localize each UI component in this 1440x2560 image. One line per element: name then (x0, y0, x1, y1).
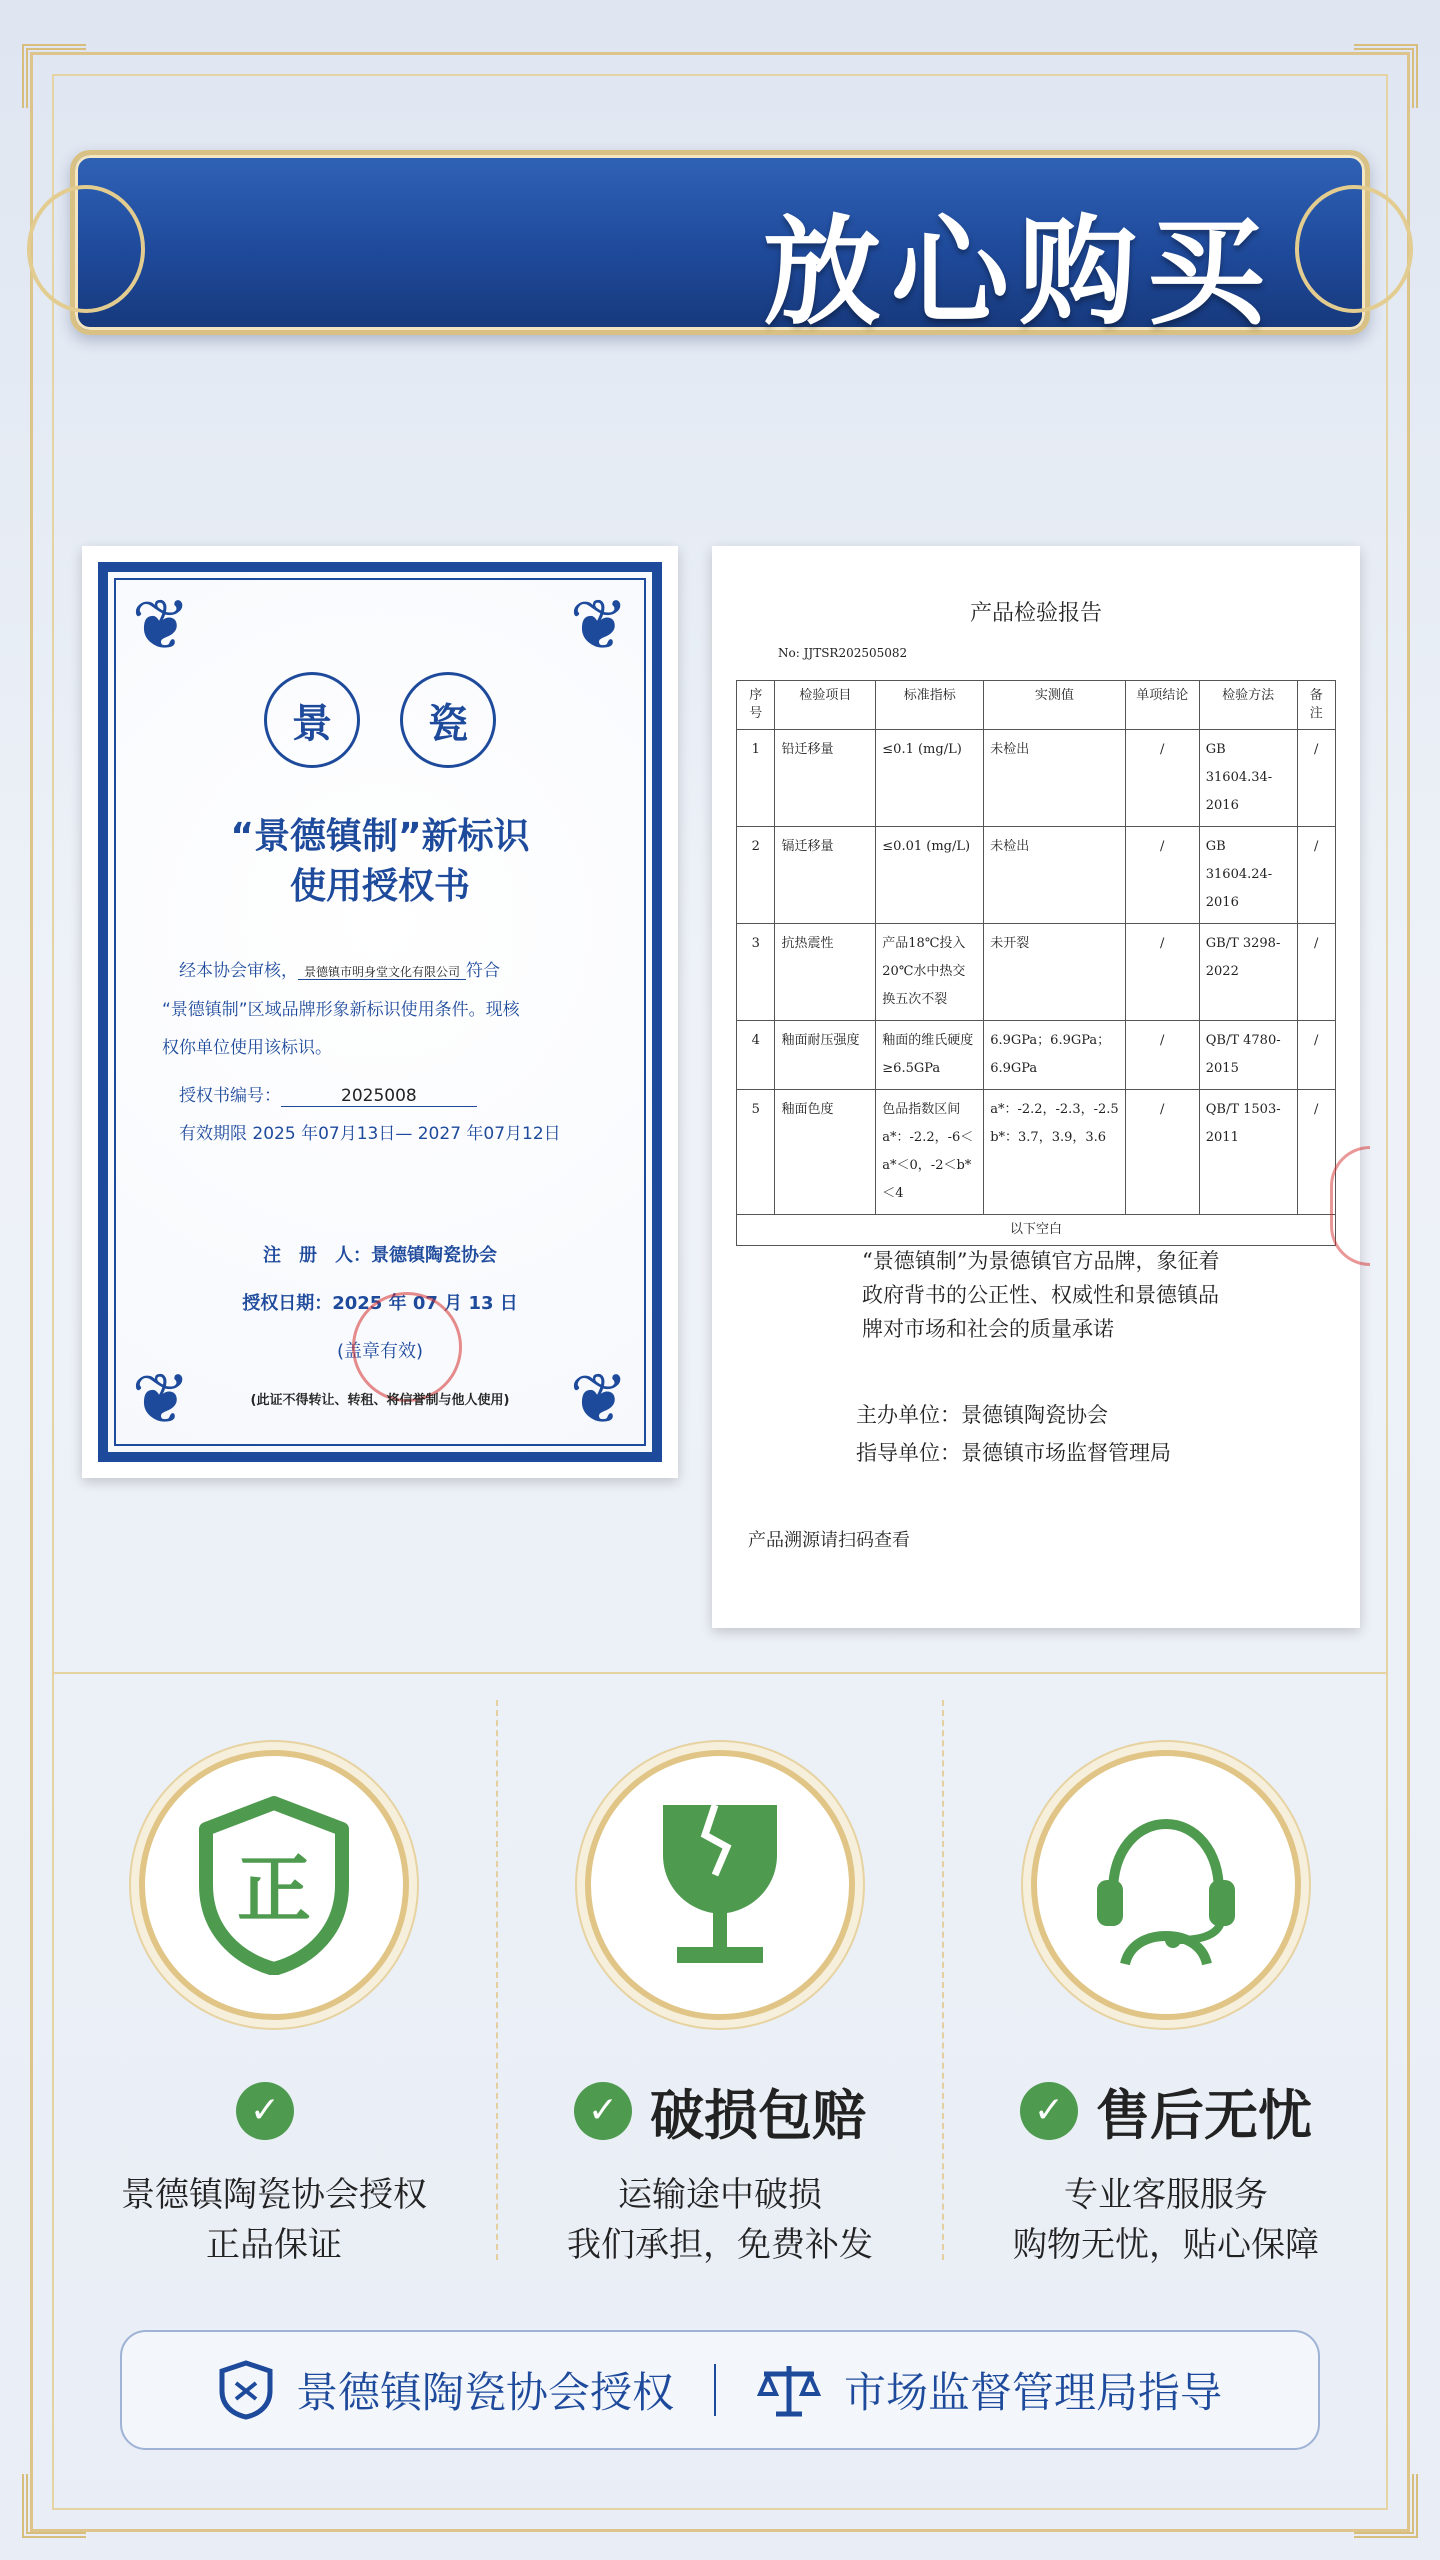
endorsement-market-regulation: 市场监督管理局指导 (756, 2360, 1222, 2420)
endorsement-bar (120, 2330, 1320, 2450)
feature-headline: ✓ 售后无忧 (944, 2078, 1388, 2144)
certificate-body: 经本协会审核， 景德镇市明身堂文化有限公司 符合 “景德镇制”区域品牌形象新标识使用条件。现核 权你单位使用该标识。 授权书编号： 2025008 有效期限 2025 年07月13日— 2027 年07月12日 (162, 961, 561, 1144)
table-header-row: 序号 检验项目 标准指标 实测值 单项结论 检验方法 备注 (737, 681, 1336, 730)
feature-description: 专业客服服务 购物无忧，贴心保障 (1013, 2175, 1319, 2265)
check-icon: ✓ (236, 2082, 294, 2140)
certificate-logos (108, 672, 652, 768)
flourish-icon: ❦ (131, 1358, 191, 1440)
scales-icon (756, 2360, 822, 2420)
association-logo: 景 (264, 672, 360, 768)
red-seal (1330, 1146, 1370, 1266)
endorsement-association: 景德镇陶瓷协会授权 (218, 2359, 674, 2421)
certificate-footer: (此证不得转让、转租、将信誉制与他人使用) (250, 1393, 510, 1408)
feature-badge (585, 1750, 855, 2020)
guarantee-features (52, 1700, 1388, 2265)
table-row: 4 釉面耐压强度 釉面的维氏硬度≥6.5GPa 6.9GPa；6.9GPa；6.9GPa / QB/T 4780-2015 / (737, 1021, 1336, 1090)
validity-period: 2025 年07月13日— 2027 年07月12日 (252, 1124, 561, 1144)
check-icon: ✓ (574, 2082, 632, 2140)
jingdezhen-made-logo: 瓷 (400, 672, 496, 768)
table-row: 5 釉面色度 色品指数区间 a*：-2.2，-6＜a*＜0，-2＜b*＜4 a*：-2.2，-2.3，-2.5 b*：3.7，3.9，3.6 / QB/T 1503-2011 / (737, 1090, 1336, 1215)
flourish-icon: ❦ (131, 584, 191, 666)
inspection-report (712, 546, 1360, 1628)
red-seal (352, 1292, 462, 1402)
table-row: 3 抗热震性 产品18℃投入20℃水中热交换五次不裂 未开裂 / GB/T 3298-2022 / (737, 924, 1336, 1021)
flourish-icon: ❦ (569, 1358, 629, 1440)
feature-breakage (496, 1700, 942, 2265)
corner-ornament (1354, 2474, 1418, 2538)
feature-authentic (52, 1700, 496, 2265)
table-row: 2 镉迁移量 ≤0.01 (mg/L) 未检出 / GB 31604.24-2016 / (737, 827, 1336, 924)
certificate-registration: 注 册 人：景德镇陶瓷协会 授权日期：2025 年 07 月 13 日 (盖章有效) (242, 1245, 518, 1362)
corner-ornament (22, 2474, 86, 2538)
company-name: 景德镇市明身堂文化有限公司 (298, 965, 466, 980)
feature-headline (52, 2078, 496, 2144)
feature-badge (139, 1750, 409, 2020)
corner-ornament (22, 44, 86, 108)
report-number: No: JJTSR202505082 (778, 646, 908, 660)
check-icon: ✓ (1020, 2082, 1078, 2140)
certificate-border (98, 562, 662, 1462)
feature-headline: ✓ 破损包赔 (498, 2078, 942, 2144)
feature-aftersales (942, 1700, 1388, 2265)
report-organizers: 主办单位：景德镇陶瓷协会 指导单位：景德镇市场监督管理局 (856, 1403, 1171, 1465)
title-banner (70, 150, 1370, 341)
feature-badge (1031, 1750, 1301, 2020)
table-row: 以下空白 (737, 1215, 1336, 1246)
shield-logo-icon (218, 2359, 274, 2421)
certificate-title: “景德镇制”新标识 使用授权书 (230, 816, 530, 907)
auth-date: 2025 年 07 月 13 日 (332, 1293, 518, 1314)
headset-icon (1081, 1800, 1251, 1970)
report-title: 产品检验报告 (969, 601, 1102, 626)
feature-description: 运输途中破损 我们承担，免费补发 (567, 2175, 873, 2265)
broken-glass-icon (645, 1795, 795, 1975)
flourish-icon: ❦ (569, 584, 629, 666)
report-description: “景德镇制”为景德镇官方品牌，象征着政府背书的公正性、权威性和景德镇品牌对市场和社会的质量承诺 (862, 1249, 1220, 1341)
separator (714, 2364, 716, 2416)
shield-icon (194, 1795, 354, 1975)
corner-ornament (1354, 44, 1418, 108)
svg-text:正: 正 (237, 1847, 311, 1933)
feature-description: 景德镇陶瓷协会授权 正品保证 (121, 2175, 427, 2265)
trace-note: 产品溯源请扫码查看 (748, 1530, 910, 1551)
section-divider (52, 1672, 1388, 1674)
page-title: 放心购买 (762, 202, 1275, 341)
license-number: 2025008 (281, 1086, 477, 1107)
authorization-certificate (82, 546, 678, 1478)
report-table (736, 680, 1336, 1246)
table-row: 1 铅迁移量 ≤0.1 (mg/L) 未检出 / GB 31604.34-2016 / (737, 730, 1336, 827)
